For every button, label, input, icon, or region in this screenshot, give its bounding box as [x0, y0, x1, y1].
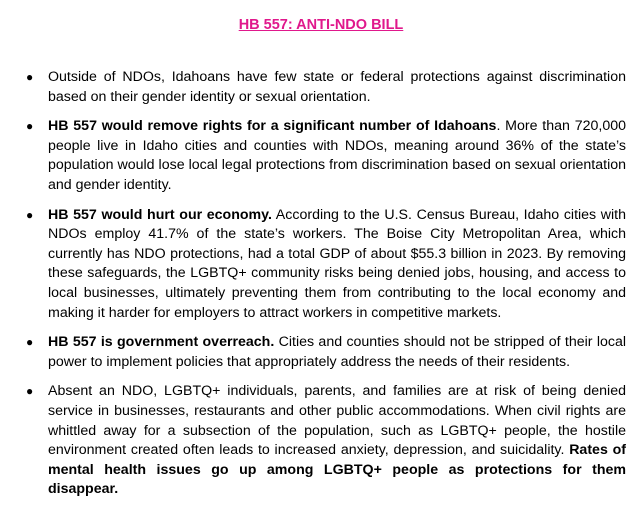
bullet-list: [26, 68, 626, 510]
bullet-icon: ●: [26, 119, 34, 134]
bullet-text: According to the U.S. Census Bureau, Idaho cities with NDOs employ 41.7% of the state’s workers. The Boise City Metropolitan Area, which currently has NDO protections, had a total GDP of about $55.3 billion in 2023. By removing these safeguards, the LGBTQ+ community risks being denied jobs, housing, and access to local businesses, ultimately preventing them from contributing to the local economy and making it harder for employers to attract workers in competitive markets.: [48, 206, 627, 321]
bullet-tail: Rates of mental health issues go up among LGBTQ+ people as protections for them disappear.: [48, 442, 626, 498]
bullet-item: [26, 68, 626, 107]
bullet-lead: HB 557 would remove rights for a significant number of Idahoans: [48, 118, 497, 135]
bullet-text: Cities and counties should not be stripped of their local power to implement policies that appropriately address the needs of their residents.: [48, 334, 626, 370]
bullet-text: . More than 720,000 people live in Idaho cities and counties with NDOs, meaning around 36% of the state’s population would lose local legal protections from discrimination based on sexual orientation and gender identity.: [48, 118, 626, 193]
bullet-icon: ●: [26, 207, 34, 222]
bullet-item: [26, 117, 626, 195]
bullet-text: Absent an NDO, LGBTQ+ individuals, parents, and families are at risk of being denied service in businesses, restaurants and other public accommodations. When civil rights are whittled away for a subsection of the population, such as LGBTQ+ people, the hostile environment created often leads to increased anxiety, depression, and suicidality.: [48, 383, 626, 459]
bullet-lead: HB 557 would hurt our economy.: [48, 206, 272, 223]
bullet-item: [26, 382, 626, 500]
bullet-lead: HB 557 is government overreach.: [48, 334, 275, 351]
bullet-icon: ●: [26, 384, 34, 399]
bullet-icon: ●: [26, 335, 34, 350]
bullet-text: Outside of NDOs, Idahoans have few state or federal protections against discrimination based on their gender identity or sexual orientation.: [48, 69, 626, 105]
bullet-item: [26, 333, 626, 372]
bullet-icon: ●: [26, 70, 34, 84]
document-title: HB 557: ANTI-NDO BILL: [238, 17, 404, 33]
bullet-item: [26, 206, 626, 324]
